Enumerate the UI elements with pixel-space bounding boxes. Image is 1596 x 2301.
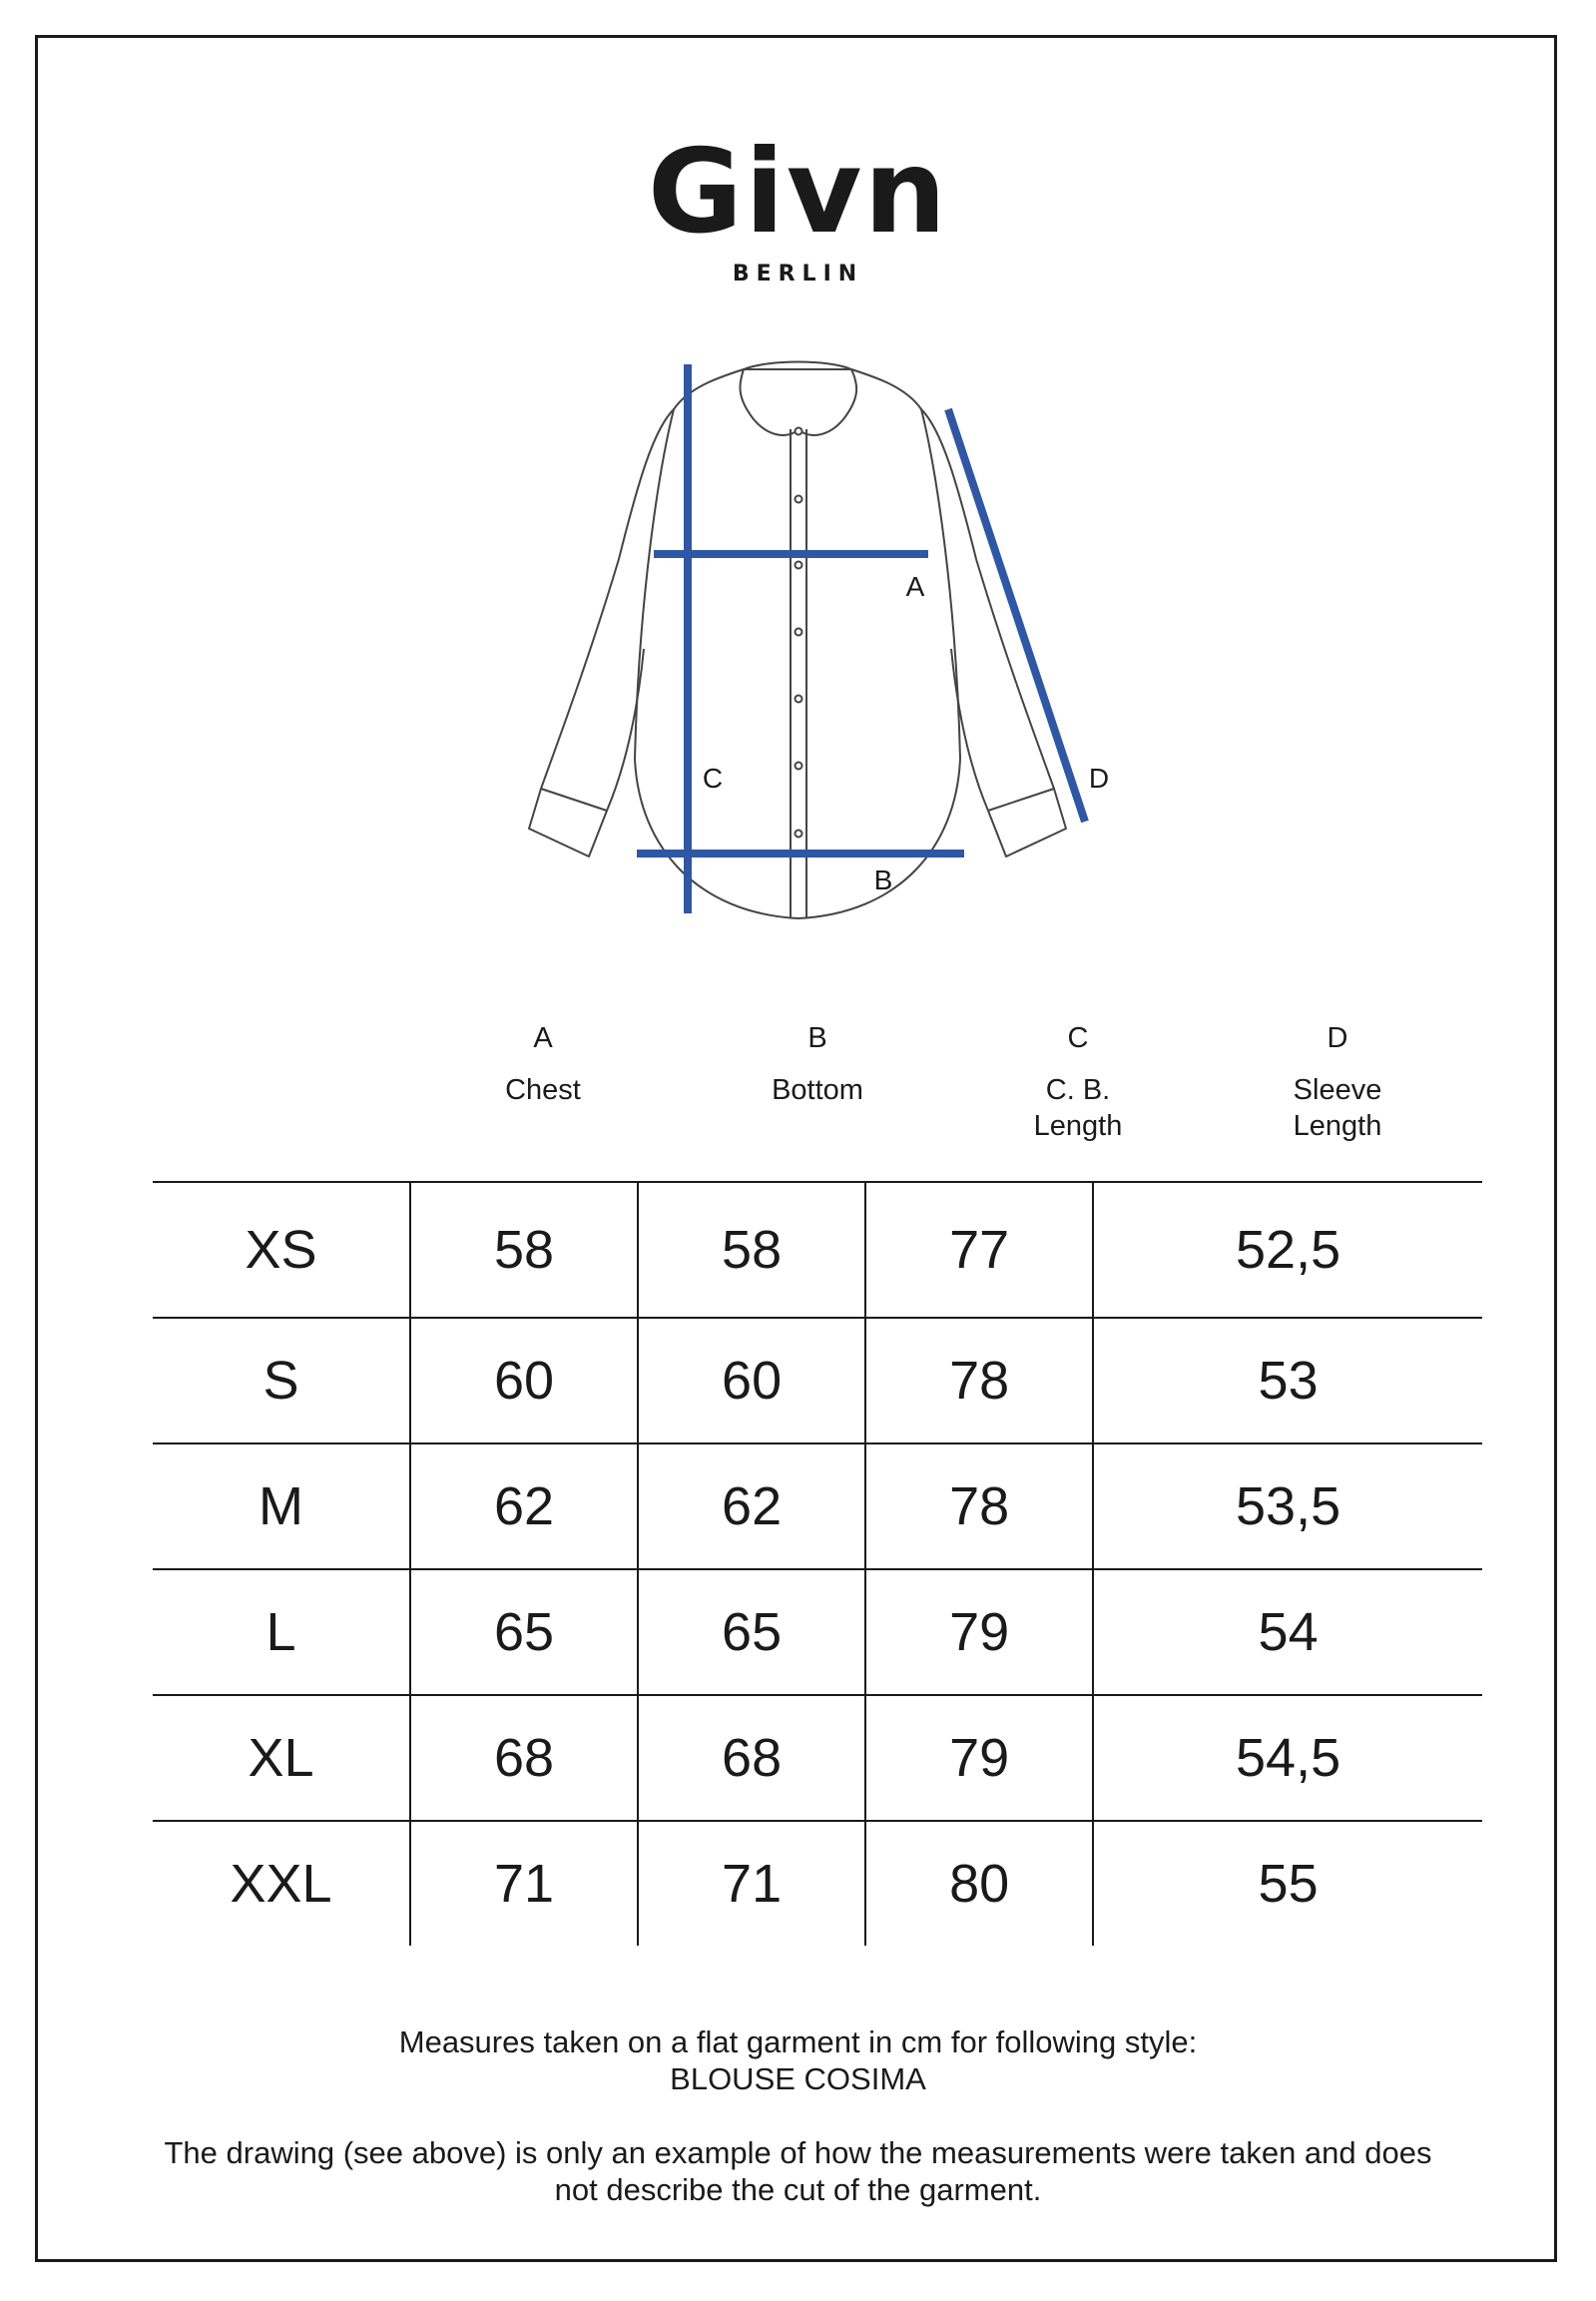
size-cell: XXL (153, 1821, 410, 1946)
size-cell: XS (153, 1182, 410, 1318)
disclaimer-note (60, 2134, 1536, 2208)
column-letter: A (533, 1022, 553, 1054)
bottom-cell: 60 (638, 1318, 865, 1443)
column-name: C. B. (1045, 1074, 1111, 1106)
cb-length-cell: 78 (865, 1318, 1093, 1443)
column-name: Sleeve (1293, 1074, 1382, 1106)
chest-cell: 60 (410, 1318, 638, 1443)
cb-length-cell: 79 (865, 1569, 1093, 1695)
sleeve-length-cell: 54,5 (1093, 1695, 1482, 1821)
size-cell: S (153, 1318, 410, 1443)
bottom-cell: 71 (638, 1821, 865, 1946)
cb-length-cell: 77 (865, 1182, 1093, 1318)
column-header-bottom (688, 1020, 947, 1108)
bottom-cell: 68 (638, 1695, 865, 1821)
style-name: BLOUSE COSIMA (670, 2061, 926, 2096)
label-c: C (702, 763, 724, 794)
cb-length-cell: 79 (865, 1695, 1093, 1821)
chest-cell: 68 (410, 1695, 638, 1821)
table-row (153, 1182, 1482, 1318)
table-row (153, 1695, 1482, 1821)
chest-cell: 65 (410, 1569, 638, 1695)
sleeve-length-cell: 53 (1093, 1318, 1482, 1443)
sleeve-length-cell: 53,5 (1093, 1443, 1482, 1569)
brand-logo: Givn (647, 125, 949, 260)
disclaimer-text-1: The drawing (see above) is only an example of how the measurements were taken and does (164, 2135, 1432, 2170)
column-letter: C (1067, 1022, 1089, 1054)
measurement-note-text: Measures taken on a flat garment in cm for following style: (398, 2024, 1198, 2059)
column-header-cb-length (948, 1020, 1208, 1144)
chest-cell: 62 (410, 1443, 638, 1569)
sleeve-length-cell: 55 (1093, 1821, 1482, 1946)
column-name-2: Length (1293, 1110, 1382, 1142)
measurement-note (60, 2023, 1536, 2097)
bottom-cell: 58 (638, 1182, 865, 1318)
column-name: Chest (505, 1074, 581, 1106)
brand-city: BERLIN (732, 262, 864, 287)
size-cell: XL (153, 1695, 410, 1821)
sleeve-length-cell: 54 (1093, 1569, 1482, 1695)
disclaimer-text-2: not describe the cut of the garment. (554, 2172, 1042, 2207)
bottom-cell: 62 (638, 1443, 865, 1569)
chest-cell: 58 (410, 1182, 638, 1318)
size-chart-table (153, 1181, 1482, 1946)
cb-length-cell: 78 (865, 1443, 1093, 1569)
cb-length-cell: 80 (865, 1821, 1093, 1946)
table-row (153, 1569, 1482, 1695)
table-row (153, 1318, 1482, 1443)
table-row (153, 1443, 1482, 1569)
column-name: Bottom (772, 1074, 863, 1106)
column-name-2: Length (1033, 1110, 1123, 1142)
size-cell: M (153, 1443, 410, 1569)
blouse-measurement-diagram (0, 0, 1596, 998)
size-cell: L (153, 1569, 410, 1695)
sleeve-length-cell: 52,5 (1093, 1182, 1482, 1318)
label-a: A (905, 571, 925, 602)
column-header-chest (413, 1020, 673, 1108)
measure-line-d (948, 409, 1085, 822)
label-d: D (1088, 763, 1110, 794)
column-letter: B (807, 1022, 827, 1054)
table-row (153, 1821, 1482, 1946)
column-letter: D (1327, 1022, 1348, 1054)
column-header-sleeve-length (1208, 1020, 1467, 1144)
label-b: B (873, 864, 893, 895)
chest-cell: 71 (410, 1821, 638, 1946)
bottom-cell: 65 (638, 1569, 865, 1695)
